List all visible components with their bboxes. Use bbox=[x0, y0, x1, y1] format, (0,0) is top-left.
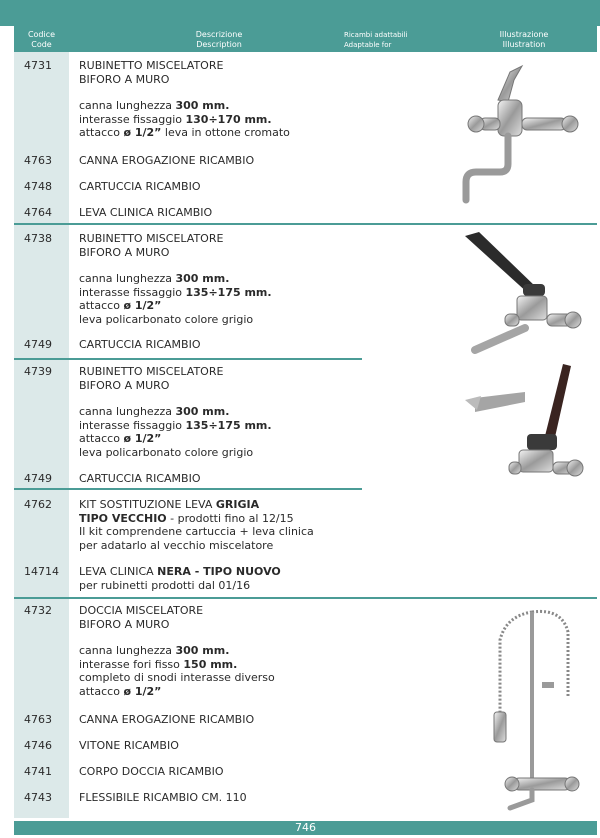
product-description: CORPO DOCCIA RICAMBIO bbox=[79, 765, 224, 778]
product-code: 4763 bbox=[24, 154, 52, 167]
page-number: 746 bbox=[14, 821, 597, 835]
product-description: CANNA EROGAZIONE RICAMBIO bbox=[79, 154, 255, 167]
product-code: 4731 bbox=[24, 59, 52, 72]
product-code: 4763 bbox=[24, 713, 52, 726]
group-divider bbox=[14, 488, 362, 490]
mixer-tap-clinical-lever-illustration bbox=[455, 362, 590, 487]
product-description: FLESSIBILE RICAMBIO CM. 110 bbox=[79, 791, 247, 804]
mixer-tap-illustration bbox=[450, 60, 585, 205]
header-spare: Ricambi adattabili Adaptable for bbox=[344, 31, 408, 49]
product-code: 4738 bbox=[24, 232, 52, 245]
product-description: CARTUCCIA RICAMBIO bbox=[79, 338, 201, 351]
pre-rinse-shower-illustration bbox=[470, 602, 585, 814]
product-code: 4746 bbox=[24, 739, 52, 752]
product-code: 4732 bbox=[24, 604, 52, 617]
product-code: 4762 bbox=[24, 498, 52, 511]
group-divider bbox=[14, 358, 362, 360]
group-divider bbox=[14, 223, 597, 225]
header-description: Descrizione Description bbox=[195, 30, 243, 49]
product-code: 4764 bbox=[24, 206, 52, 219]
header-illustration: Illustrazione Illustration bbox=[499, 30, 549, 49]
product-description: LEVA CLINICA RICAMBIO bbox=[79, 206, 213, 219]
product-code: 4741 bbox=[24, 765, 52, 778]
product-description: CARTUCCIA RICAMBIO bbox=[79, 180, 201, 193]
header-code: Codice Code bbox=[27, 30, 56, 49]
product-code: 4749 bbox=[24, 338, 52, 351]
product-description: LEVA CLINICA NERA - TIPO NUOVO per rubinetti prodotti dal 01/16 bbox=[79, 565, 281, 592]
product-description: DOCCIA MISCELATORE BIFORO A MURO canna lunghezza 300 mm. interasse fori fisso 150 mm. completo di snodi interasse diverso attacco ø 1/2” bbox=[79, 604, 275, 698]
product-code: 4743 bbox=[24, 791, 52, 804]
product-description: RUBINETTO MISCELATORE BIFORO A MURO canna lunghezza 300 mm. interasse fissaggio 130÷170 mm. attacco ø 1/2” leva in ottone cromato bbox=[79, 59, 290, 139]
product-description: CANNA EROGAZIONE RICAMBIO bbox=[79, 713, 255, 726]
product-description: RUBINETTO MISCELATORE BIFORO A MURO canna lunghezza 300 mm. interasse fissaggio 135÷175 mm. attacco ø 1/2” leva policarbonato colore grigio bbox=[79, 365, 272, 459]
product-description: VITONE RICAMBIO bbox=[79, 739, 179, 752]
product-code: 4749 bbox=[24, 472, 52, 485]
product-description: KIT SOSTITUZIONE LEVA GRIGIA TIPO VECCHIO - prodotti fino al 12/15 Il kit comprendene cartuccia + leva clinica per adatarlo al vecchio miscelatore bbox=[79, 498, 314, 552]
top-band bbox=[0, 0, 600, 26]
product-code: 14714 bbox=[24, 565, 59, 578]
product-code: 4748 bbox=[24, 180, 52, 193]
table-header bbox=[14, 26, 597, 52]
product-code: 4739 bbox=[24, 365, 52, 378]
mixer-tap-clinical-lever-illustration bbox=[455, 228, 590, 358]
group-divider bbox=[14, 597, 597, 599]
product-description: CARTUCCIA RICAMBIO bbox=[79, 472, 201, 485]
product-description: RUBINETTO MISCELATORE BIFORO A MURO canna lunghezza 300 mm. interasse fissaggio 135÷175 mm. attacco ø 1/2” leva policarbonato colore grigio bbox=[79, 232, 272, 326]
